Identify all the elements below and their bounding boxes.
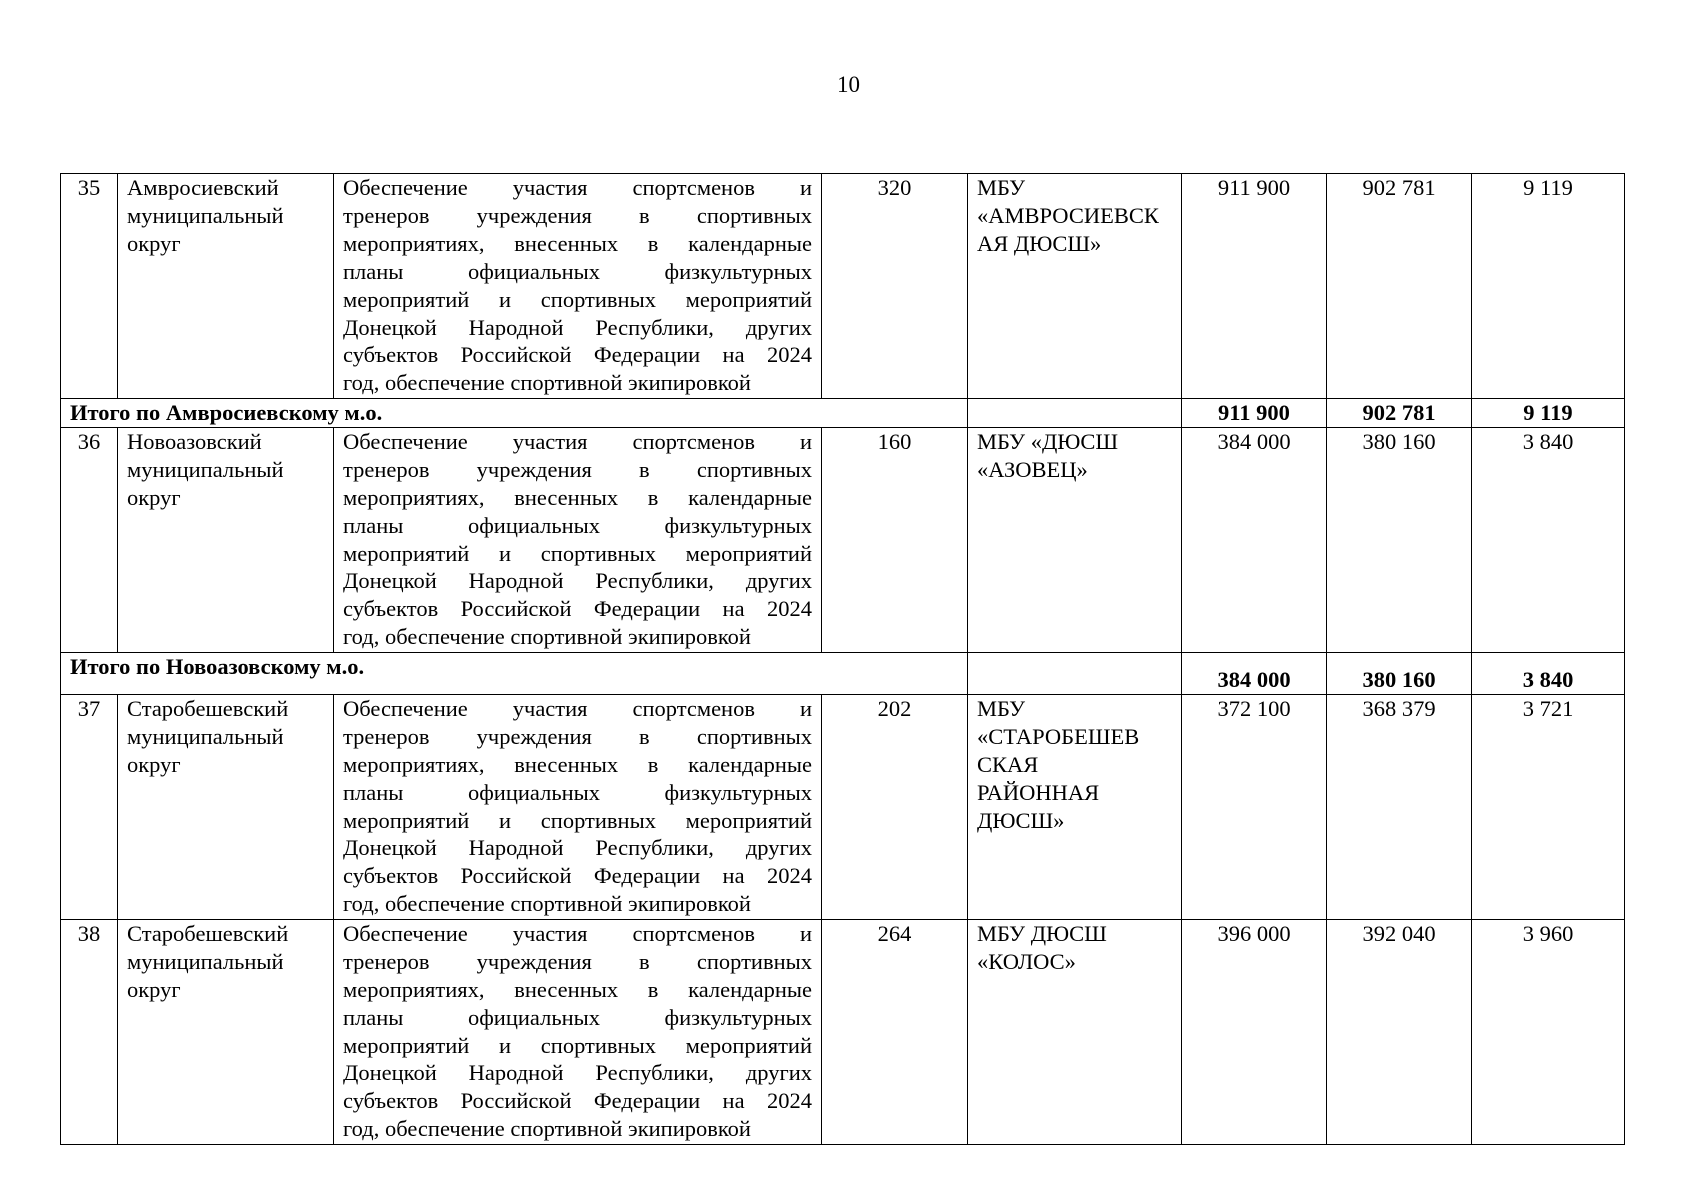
amount-regional: 9 119 [1472, 174, 1625, 399]
description-line: субъектов Российской Федерации на 2024 [343, 863, 812, 889]
district-line: Амвросиевский [127, 175, 279, 200]
participants-count: 160 [822, 427, 968, 652]
institution-line: АЯ ДЮСШ» [977, 230, 1102, 256]
description-line: год, обеспечение спортивной экипировкой [343, 891, 751, 917]
institution-line: «КОЛОС» [977, 948, 1076, 974]
subtotal-regional: 9 119 [1472, 399, 1625, 428]
participants-count: 202 [822, 694, 968, 919]
row-number: 38 [61, 919, 118, 1144]
district-line: Новоазовский [127, 428, 262, 454]
table-row [61, 694, 1625, 919]
district-line: муниципальный [127, 723, 284, 749]
amount-regional: 3 721 [1472, 694, 1625, 919]
amount-total: 396 000 [1182, 919, 1327, 1144]
page-number: 10 [837, 72, 860, 97]
description-line: Обеспечение участия спортсменов и [343, 695, 812, 721]
amount-federal: 380 160 [1327, 427, 1472, 652]
institution-line: ДЮСШ» [977, 807, 1065, 833]
description-line: субъектов Российской Федерации на 2024 [343, 342, 812, 368]
amount-federal: 902 781 [1327, 174, 1472, 399]
district-line: муниципальный [127, 456, 284, 482]
subtotal-federal: 380 160 [1327, 652, 1472, 694]
description-line: тренеров учреждения в спортивных [343, 456, 812, 482]
description-line: Обеспечение участия спортсменов и [343, 428, 812, 454]
district-line: округ [127, 484, 181, 510]
table-row [61, 174, 1625, 399]
table-body [61, 174, 1625, 1145]
description-cell [334, 919, 822, 1144]
amount-total: 372 100 [1182, 694, 1327, 919]
subtotal-row [61, 399, 1625, 428]
district-line: округ [127, 976, 181, 1002]
description-line: мероприятий и спортивных мероприятий [343, 540, 812, 566]
institution-line: МБУ [977, 175, 1026, 200]
description-cell [334, 427, 822, 652]
district-line: Старобешевский [127, 920, 289, 946]
description-line: планы официальных физкультурных [343, 258, 812, 284]
subtotal-total: 384 000 [1182, 652, 1327, 694]
amount-federal: 368 379 [1327, 694, 1472, 919]
institution-cell [968, 694, 1182, 919]
description-line: тренеров учреждения в спортивных [343, 948, 812, 974]
institution-line: «АМВРОСИЕВСК [977, 202, 1159, 228]
subtotal-empty-cell [968, 399, 1182, 428]
row-number: 35 [61, 174, 118, 399]
description-line: тренеров учреждения в спортивных [343, 202, 812, 228]
description-line: год, обеспечение спортивной экипировкой [343, 624, 751, 650]
district-line: округ [127, 230, 181, 256]
district-cell [118, 919, 334, 1144]
subtotal-row [61, 652, 1625, 694]
description-line: субъектов Российской Федерации на 2024 [343, 1088, 812, 1114]
subtotal-total: 911 900 [1182, 399, 1327, 428]
row-number: 37 [61, 694, 118, 919]
institution-cell [968, 174, 1182, 399]
institution-line: МБУ «ДЮСШ [977, 428, 1119, 454]
subtotal-label: Итого по Новоазовскому м.о. [61, 652, 968, 694]
description-line: Донецкой Народной Республики, других [343, 568, 812, 594]
description-line: планы официальных физкультурных [343, 779, 812, 805]
description-line: планы официальных физкультурных [343, 1004, 812, 1030]
subtotal-federal: 902 781 [1327, 399, 1472, 428]
description-line: Обеспечение участия спортсменов и [343, 920, 812, 946]
description-line: тренеров учреждения в спортивных [343, 723, 812, 749]
amount-federal: 392 040 [1327, 919, 1472, 1144]
description-cell [334, 694, 822, 919]
participants-count: 264 [822, 919, 968, 1144]
amount-regional: 3 960 [1472, 919, 1625, 1144]
description-line: Донецкой Народной Республики, других [343, 835, 812, 861]
description-cell [334, 174, 822, 399]
funding-table [60, 173, 1625, 1145]
institution-line: РАЙОННАЯ [977, 779, 1100, 805]
description-line: год, обеспечение спортивной экипировкой [343, 1116, 751, 1142]
district-cell [118, 174, 334, 399]
institution-line: «СТАРОБЕШЕВ [977, 723, 1140, 749]
district-line: муниципальный [127, 202, 284, 228]
institution-line: МБУ [977, 695, 1026, 721]
subtotal-label: Итого по Амвросиевскому м.о. [61, 399, 968, 428]
district-line: Старобешевский [127, 695, 289, 721]
description-line: мероприятий и спортивных мероприятий [343, 286, 812, 312]
description-line: субъектов Российской Федерации на 2024 [343, 596, 812, 622]
amount-total: 384 000 [1182, 427, 1327, 652]
institution-line: МБУ ДЮСШ [977, 920, 1107, 946]
table-row [61, 427, 1625, 652]
institution-cell [968, 427, 1182, 652]
participants-count: 320 [822, 174, 968, 399]
subtotal-regional: 3 840 [1472, 652, 1625, 694]
institution-cell [968, 919, 1182, 1144]
description-line: Донецкой Народной Республики, других [343, 1060, 812, 1086]
description-line: мероприятиях, внесенных в календарные [343, 976, 812, 1002]
amount-total: 911 900 [1182, 174, 1327, 399]
amount-regional: 3 840 [1472, 427, 1625, 652]
description-line: мероприятиях, внесенных в календарные [343, 230, 812, 256]
description-line: Донецкой Народной Республики, других [343, 314, 812, 340]
subtotal-empty-cell [968, 652, 1182, 694]
district-cell [118, 694, 334, 919]
description-line: мероприятиях, внесенных в календарные [343, 484, 812, 510]
description-line: Обеспечение участия спортсменов и [343, 175, 812, 200]
district-line: муниципальный [127, 948, 284, 974]
description-line: мероприятий и спортивных мероприятий [343, 1032, 812, 1058]
description-line: планы официальных физкультурных [343, 512, 812, 538]
district-line: округ [127, 751, 181, 777]
row-number: 36 [61, 427, 118, 652]
table-row [61, 919, 1625, 1144]
description-line: мероприятий и спортивных мероприятий [343, 807, 812, 833]
description-line: год, обеспечение спортивной экипировкой [343, 370, 751, 396]
district-cell [118, 427, 334, 652]
institution-line: «АЗОВЕЦ» [977, 456, 1088, 482]
institution-line: СКАЯ [977, 751, 1039, 777]
description-line: мероприятиях, внесенных в календарные [343, 751, 812, 777]
